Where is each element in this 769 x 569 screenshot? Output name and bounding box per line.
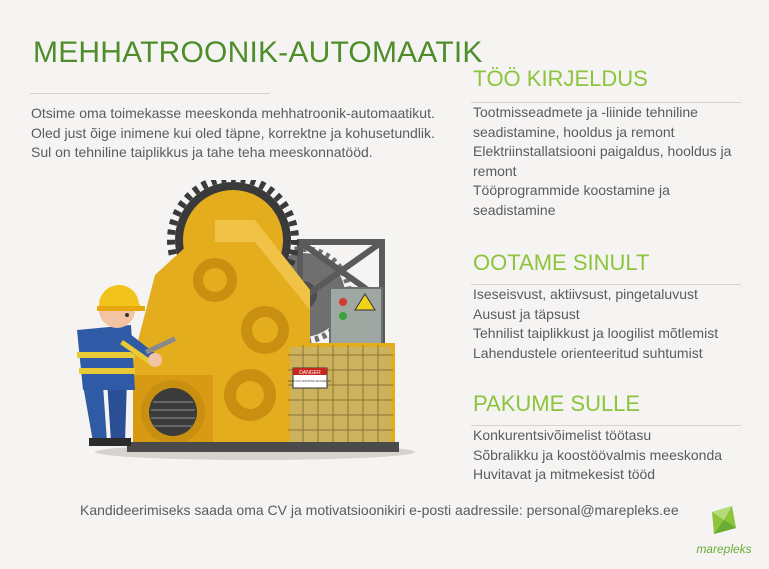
warning-text: KEEP OUT ROTATING MACHINERY [288, 380, 332, 383]
section-list-offer [473, 426, 738, 485]
section-list-job-description [473, 103, 738, 221]
list-item: Huvitavat ja mitmekesist tööd [473, 466, 656, 483]
list-item: Tehnilist taiplikkust ja loogilist mõtlemist [473, 325, 719, 342]
list-item: Tööprogrammide koostamine ja seadistamine [473, 182, 670, 218]
intro-line: Oled just õige inimene kui oled täpne, korrektne ja kohusetundlik. [31, 124, 435, 141]
intro-text [31, 104, 451, 163]
list-item: Elektriinstallatsiooni paigaldus, hooldus ja remont [473, 143, 732, 179]
section-title-expectations: OOTAME SINULT [473, 250, 650, 275]
intro-line: Sul on tehniline taiplikkus ja tahe teha meeskonnatööd. [31, 144, 373, 160]
list-item: Ausust ja täpsust [473, 305, 580, 322]
page-title: MEHHATROONIK-AUTOMAATIK [33, 36, 483, 69]
motor-fan [133, 375, 213, 448]
list-item: Iseseisvust, aktiivsust, pingetaluvust [473, 286, 698, 302]
list-item: Tootmisseadmete ja -liinide tehniline seadistamine, hooldus ja remont [473, 104, 698, 140]
logo-wordmark: marepleks [696, 542, 752, 556]
danger-sign [289, 368, 332, 388]
footer-contact: Kandideerimiseks saada oma CV ja motivatsioonikiri e-posti aadressile: personal@marepleks.ee [80, 502, 679, 518]
list-item: Konkurentsivõimelist töötasu [473, 427, 652, 443]
list-item: Sõbralikku ja koostöövalmis meeskonda [473, 446, 723, 463]
logo-mark-icon [684, 504, 764, 544]
title-divider [30, 93, 270, 94]
company-logo [684, 504, 764, 564]
section-list-expectations [473, 285, 738, 363]
machine-base [127, 442, 399, 452]
mechanic-machine-illustration [55, 180, 415, 465]
section-title-job-description: TÖÖ KIRJELDUS [473, 66, 648, 91]
section-title-offer: PAKUME SULLE [473, 391, 641, 416]
safety-mesh [288, 345, 393, 445]
danger-label: DANGER [299, 370, 321, 376]
list-item: Lahendustele orienteeritud suhtumist [473, 344, 703, 361]
intro-line: Otsime oma toimekasse meeskonda mehhatroonik-automaatikut. [31, 105, 435, 121]
